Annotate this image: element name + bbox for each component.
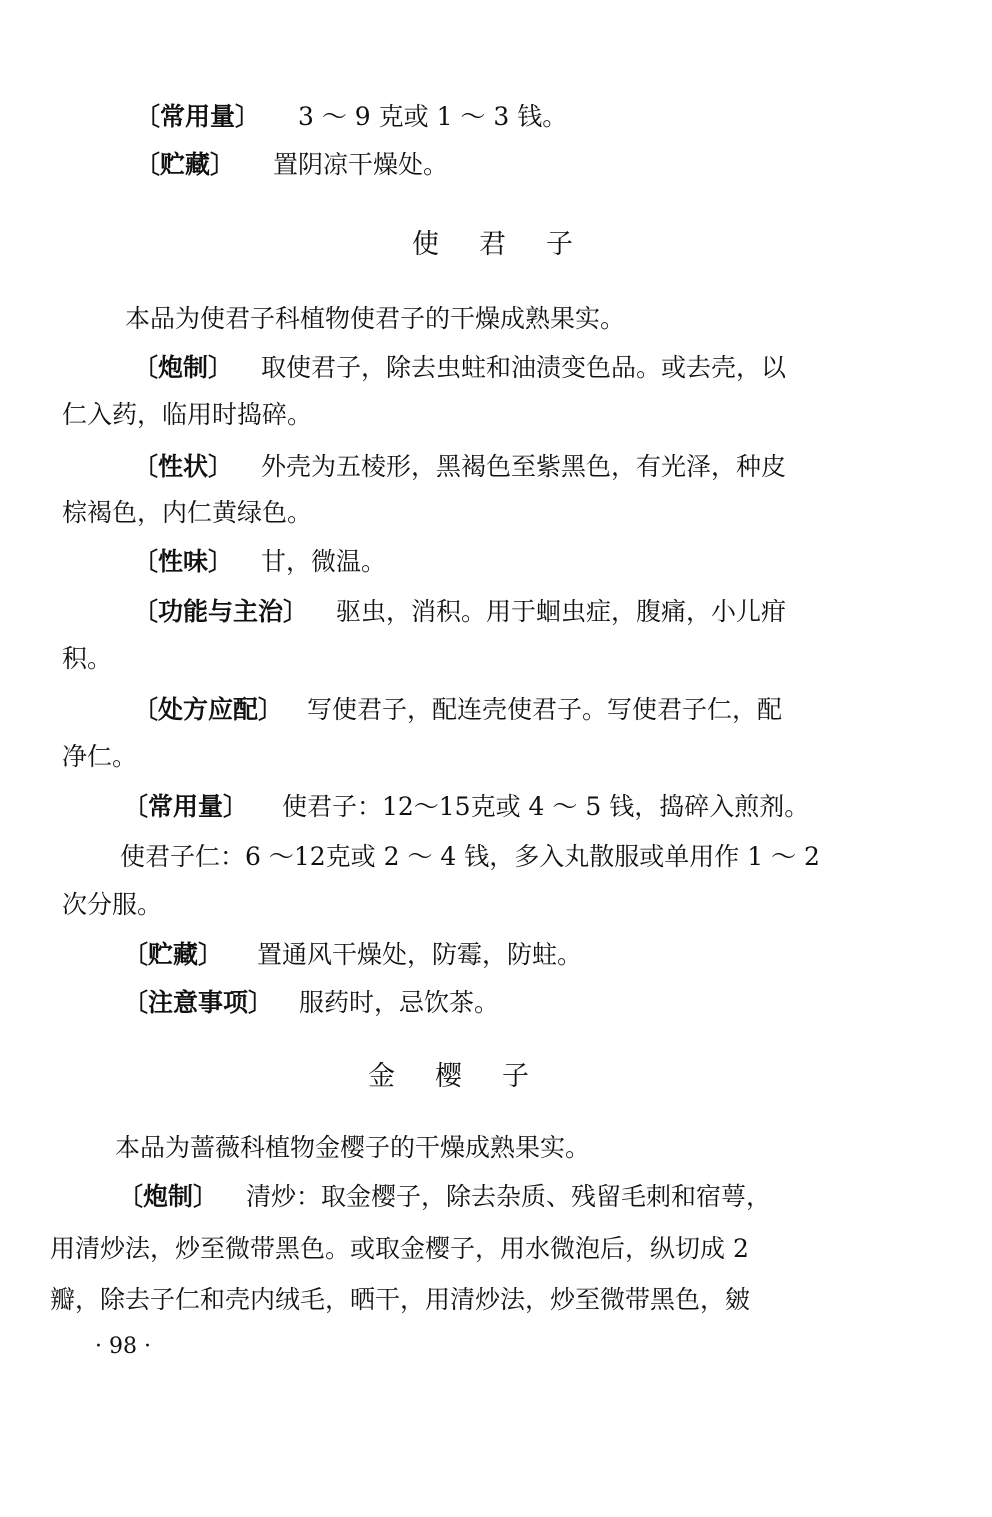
- taste-text: 甘，微温。: [260, 547, 386, 576]
- dosage-entry-previous: [135, 92, 567, 142]
- processing-entry-jinyingzi: [118, 1172, 771, 1222]
- prescription-entry: [133, 685, 782, 735]
- page-number: · 98 ·: [95, 1334, 151, 1359]
- section-title-shijunzi: 使君子: [412, 229, 613, 260]
- dosage-entry: [123, 782, 809, 832]
- notes-label: 〔注意事项〕: [123, 988, 274, 1017]
- storage-entry: [123, 930, 582, 980]
- storage-entry-previous: [135, 140, 448, 190]
- dosage-label: 〔常用量〕: [135, 102, 261, 131]
- dosage-text-continued: 次分服。: [62, 890, 163, 919]
- storage-text: 置阴凉干燥处。: [272, 150, 448, 179]
- processing-text-continued-2: 瓣，除去子仁和壳内绒毛，晒干，用清炒法，炒至微带黑色，皴: [50, 1285, 751, 1314]
- function-entry: [133, 587, 786, 637]
- prescription-text: 写使君子，配连壳使君子。写使君子仁，配: [306, 695, 782, 724]
- dosage-text: 使君子：12～15克或 4 ～ 5 钱，捣碎入煎剂。: [281, 792, 810, 821]
- processing-label: 〔炮制〕: [133, 353, 234, 382]
- function-text: 驱虫，消积。用于蛔虫症，腹痛，小儿疳: [335, 597, 786, 626]
- storage-text: 置通风干燥处，防霉，防蛀。: [256, 940, 582, 969]
- dosage-text: 3 ～ 9 克或 1 ～ 3 钱。: [297, 102, 568, 131]
- intro-shijunzi: 本品为使君子科植物使君子的干燥成熟果实。: [125, 304, 626, 333]
- function-text-continued: 积。: [62, 644, 113, 673]
- processing-text: 清炒：取金樱子，除去杂质、残留毛刺和宿萼，: [245, 1182, 771, 1211]
- prescription-text-continued: 净仁。: [62, 742, 138, 771]
- storage-label: 〔贮藏〕: [135, 150, 236, 179]
- notes-entry: [123, 978, 499, 1028]
- section-title-jinyingzi: 金樱子: [368, 1061, 569, 1092]
- processing-text-continued: 用清炒法，炒至微带黑色。或取金樱子，用水微泡后，纵切成 2: [50, 1234, 749, 1263]
- processing-text: 取使君子，除去虫蛀和油渍变色品。或去壳，以: [260, 353, 786, 382]
- storage-label: 〔贮藏〕: [123, 940, 224, 969]
- taste-entry: [133, 537, 386, 587]
- processing-entry: [133, 343, 786, 393]
- dosage-text-kernel: 使君子仁：6 ～12克或 2 ～ 4 钱，多入丸散服或单用作 1 ～ 2: [120, 842, 820, 871]
- prescription-label: 〔处方应配〕: [133, 695, 284, 724]
- dosage-label: 〔常用量〕: [123, 792, 249, 821]
- intro-jinyingzi: 本品为蔷薇科植物金樱子的干燥成熟果实。: [115, 1133, 591, 1162]
- function-label: 〔功能与主治〕: [133, 597, 309, 626]
- taste-label: 〔性味〕: [133, 547, 234, 576]
- processing-label: 〔炮制〕: [118, 1182, 219, 1211]
- properties-text: 外壳为五棱形，黑褐色至紫黑色，有光泽，种皮: [260, 452, 786, 481]
- properties-label: 〔性状〕: [133, 452, 234, 481]
- properties-entry: [133, 442, 786, 492]
- processing-text-continued: 仁入药，临用时捣碎。: [62, 400, 313, 429]
- properties-text-continued: 棕褐色，内仁黄绿色。: [62, 498, 313, 527]
- notes-text: 服药时，忌饮茶。: [298, 988, 499, 1017]
